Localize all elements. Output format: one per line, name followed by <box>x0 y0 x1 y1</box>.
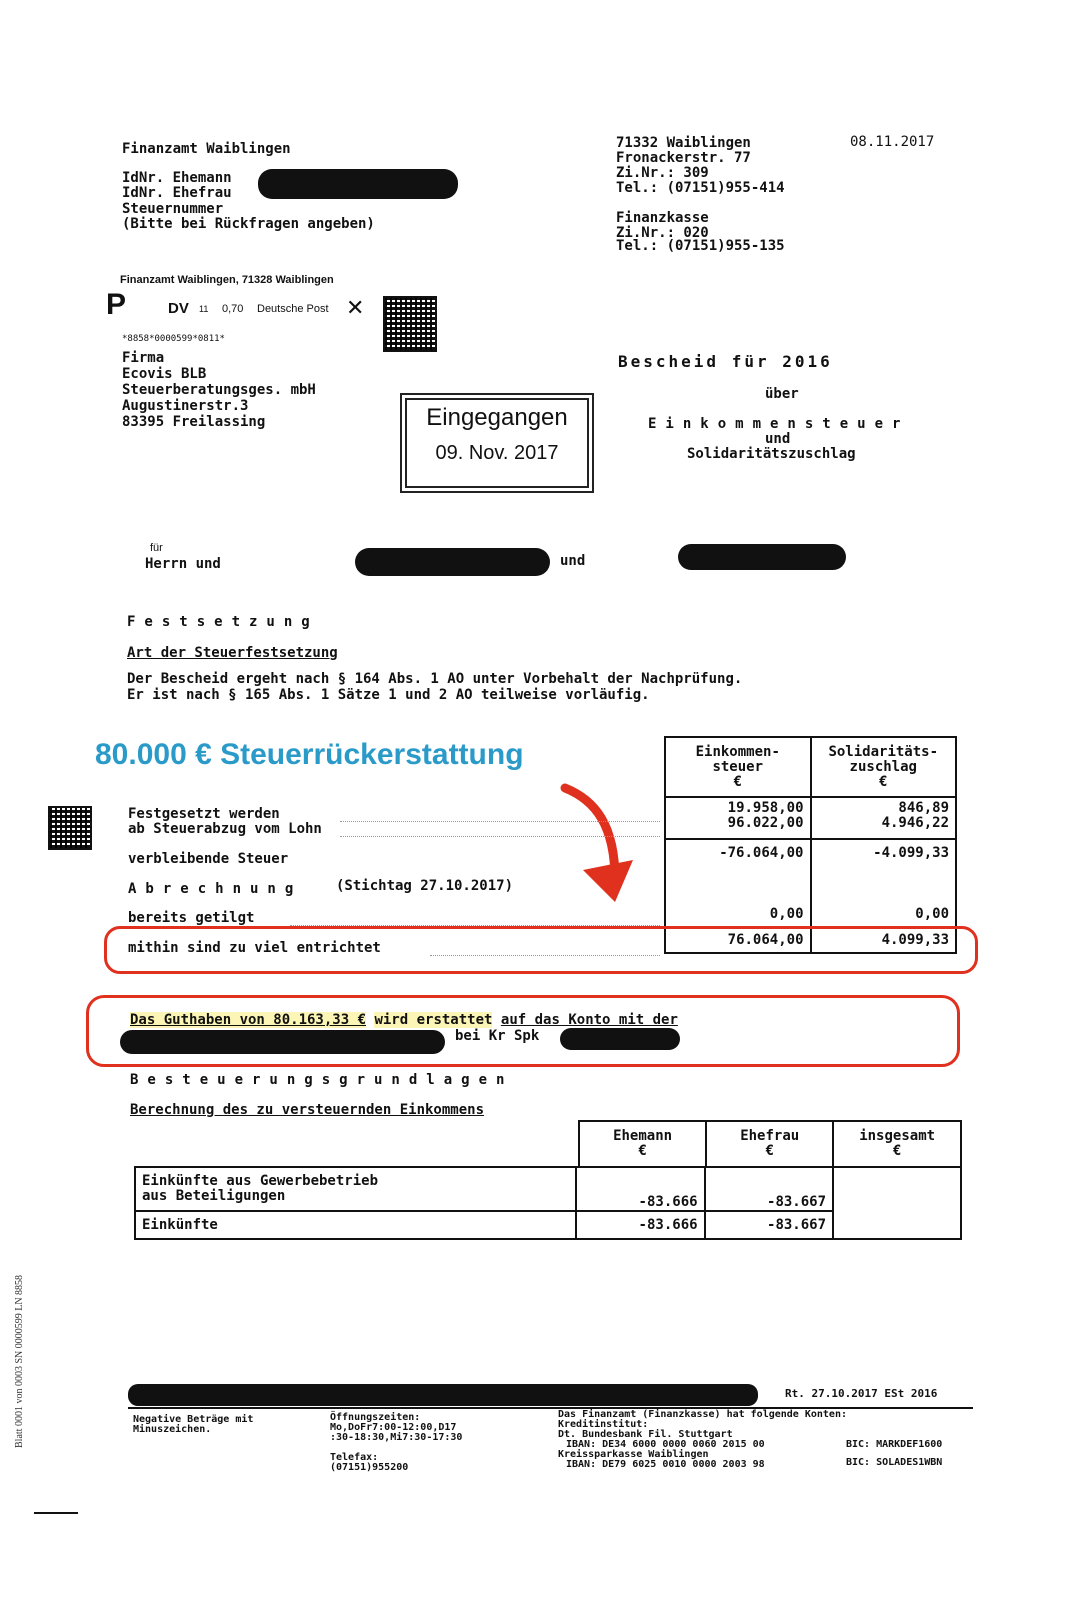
cell-wife: -83.667 <box>705 1167 833 1211</box>
value: -76.064,00 <box>719 845 804 861</box>
highlight-marker <box>104 926 978 974</box>
cashier-room: Zi.Nr.: 020 <box>616 225 709 241</box>
redaction <box>258 169 458 199</box>
stamp-label: Eingegangen <box>426 404 568 431</box>
barcode-id: *8858*0000599*0811* <box>122 334 225 344</box>
sheet-info-vertical: Blatt 0001 von 0003 SN 0000599 LN 8858 <box>14 1274 25 1448</box>
bank2-name: Kreissparkasse Waiblingen <box>558 1449 709 1460</box>
header-wife <box>706 1121 833 1167</box>
label-text: Einkünfte aus Gewerbebetrieb <box>142 1173 379 1189</box>
title-surcharge: Solidaritätszuschlag <box>687 446 856 462</box>
annotation-headline: 80.000 € Steuerrückerstattung <box>95 738 524 771</box>
fax-label: Telefax: <box>330 1452 379 1463</box>
header-text: € <box>892 1143 902 1159</box>
and-label: und <box>560 553 586 569</box>
dotted-leader <box>340 820 660 822</box>
header-text: Ehefrau <box>740 1128 800 1144</box>
cell-soli <box>811 797 957 839</box>
hours-1: Öffnungszeiten: <box>330 1412 421 1423</box>
title-about: über <box>765 386 799 402</box>
document-date: 08.11.2017 <box>850 134 935 150</box>
value: 0,00 <box>915 906 949 922</box>
cashier-phone: Tel.: (07151)955-135 <box>616 238 785 254</box>
value: 19.958,00 <box>727 800 804 816</box>
header-income-tax <box>665 737 811 797</box>
bank1-iban: IBAN: DE34 6000 0000 0060 2015 00 <box>566 1439 765 1450</box>
tax-table <box>664 736 957 954</box>
festsetzung-line-1: Der Bescheid ergeht nach § 164 Abs. 1 AO unter Vorbehalt der Nachprüfung. <box>127 671 743 687</box>
value: 846,89 <box>898 800 949 816</box>
header-text: Einkommen- <box>695 743 780 760</box>
postage-dv: DV <box>168 300 189 317</box>
redaction <box>128 1384 758 1406</box>
section-grundlagen-sub: Berechnung des zu versteuernden Einkommens <box>130 1102 485 1118</box>
red-arrow-icon <box>555 780 645 910</box>
bank1-label: Kreditinstitut: <box>558 1419 649 1430</box>
refund-konto: auf das Konto mit der <box>500 1012 678 1028</box>
cell-wife: -83.667 <box>705 1211 833 1239</box>
recipient-line-5: 83395 Freilassing <box>122 414 266 430</box>
value: 96.022,00 <box>727 815 804 831</box>
income-header-table <box>578 1120 962 1168</box>
footer-rt: Rt. 27.10.2017 ESt 2016 <box>785 1387 938 1400</box>
header-solidarity <box>811 737 957 797</box>
header-text: Solidaritäts- <box>828 743 939 760</box>
cell-soli <box>811 839 957 927</box>
header-text: € <box>879 773 888 790</box>
bank2-iban: IBAN: DE79 6025 0010 0000 2003 98 <box>566 1459 765 1470</box>
cell-income <box>665 839 811 927</box>
header-text: € <box>733 773 742 790</box>
section-art-heading: Art der Steuerfestsetzung <box>127 645 338 661</box>
recipient-line-2: Ecovis BLB <box>122 366 207 382</box>
postage-carrier: Deutsche Post <box>257 303 329 315</box>
value: -4.099,33 <box>873 845 949 861</box>
abrechnung-label: Abrechnung <box>128 881 303 897</box>
stichtag-label: (Stichtag 27.10.2017) <box>336 878 514 894</box>
postage-price: 0,70 <box>222 303 244 315</box>
row-label: verbleibende Steuer <box>128 851 289 867</box>
document-title: Bescheid für 2016 <box>618 352 833 371</box>
fold-mark <box>34 1512 78 1514</box>
office-name: Finanzamt Waiblingen <box>122 141 291 157</box>
cashier-label: Finanzkasse <box>616 210 709 226</box>
section-grundlagen: Besteuerungsgrundlagen <box>130 1072 514 1088</box>
bank1-bic: BIC: MARKDEF1600 <box>846 1439 943 1450</box>
hours-2: Mo,DoFr7:00-12:00,D17 <box>330 1422 457 1433</box>
cell-soli-total: 4.099,33 <box>811 927 957 953</box>
tax-number-hint: (Bitte bei Rückfragen angeben) <box>122 216 375 232</box>
redaction <box>678 544 846 570</box>
income-table <box>134 1166 962 1240</box>
row-label: Festgesetzt werden <box>128 806 280 822</box>
datamatrix-code <box>48 806 92 850</box>
header-text: insgesamt <box>859 1128 936 1144</box>
fax-number: (07151)955200 <box>330 1462 409 1473</box>
value: 4.946,22 <box>881 815 949 831</box>
recipient-line-1: Firma <box>122 350 165 366</box>
dotted-leader <box>340 835 660 837</box>
refund-line-1 <box>130 1012 678 1028</box>
redaction <box>355 548 550 576</box>
cell-husband: -83.666 <box>576 1211 704 1239</box>
for-label: für <box>150 542 163 554</box>
office-address-line2: Fronackerstr. 77 <box>616 150 751 166</box>
tax-number-label: Steuernummer <box>122 201 224 217</box>
bank2-bic: BIC: SOLADES1WBN <box>846 1457 943 1468</box>
postage-weight: 11 <box>199 304 209 314</box>
refund-line-2: bei Kr Spk <box>455 1028 540 1044</box>
idnr-wife-label: IdNr. Ehefrau <box>122 185 232 201</box>
header-text: zuschlag <box>849 758 917 775</box>
redaction <box>560 1028 680 1050</box>
header-text: € <box>638 1143 647 1159</box>
title-and: und <box>765 431 791 447</box>
recipient-line-4: Augustinerstr.3 <box>122 398 249 414</box>
festsetzung-line-2: Er ist nach § 165 Abs. 1 Sätze 1 und 2 AO teilweise vorläufig. <box>127 687 650 703</box>
row-label: ab Steuerabzug vom Lohn <box>128 821 322 837</box>
received-stamp <box>405 398 589 488</box>
cell-husband: -83.666 <box>576 1167 704 1211</box>
header-total <box>833 1121 961 1167</box>
negative-note-2: Minuszeichen. <box>133 1424 212 1435</box>
recipient-line-3: Steuerberatungsges. mbH <box>122 382 316 398</box>
stamp-date: 09. Nov. 2017 <box>435 442 559 464</box>
datamatrix-code <box>383 296 437 352</box>
refund-amount-text: Das Guthaben von 80.163,33 € <box>130 1012 367 1028</box>
bank1-name: Dt. Bundesbank Fil. Stuttgart <box>558 1429 733 1440</box>
header-text: Ehemann <box>613 1128 673 1144</box>
office-room: Zi.Nr.: 309 <box>616 165 709 181</box>
office-address-line1: 71332 Waiblingen <box>616 135 751 151</box>
redaction <box>120 1030 445 1054</box>
header-text: € <box>765 1143 774 1159</box>
office-phone: Tel.: (07151)955-414 <box>616 180 785 196</box>
postage-p: P <box>106 288 127 321</box>
row-label: bereits getilgt <box>128 910 255 926</box>
cell-income <box>665 797 811 839</box>
income-label <box>135 1167 576 1211</box>
header-husband <box>579 1121 706 1167</box>
posthorn-icon: ✕ <box>346 296 365 321</box>
row-label: mithin sind zu viel entrichtet <box>128 940 381 956</box>
accounts-title: Das Finanzamt (Finanzkasse) hat folgende Konten: <box>558 1409 847 1420</box>
hours-3: :30-18:30,Mi7:30-17:30 <box>330 1432 463 1443</box>
cell-total <box>833 1167 961 1239</box>
cell-income-total: 76.064,00 <box>665 927 811 953</box>
idnr-husband-label: IdNr. Ehemann <box>122 170 232 186</box>
sender-line: Finanzamt Waiblingen, 71328 Waiblingen <box>120 274 334 286</box>
section-festsetzung: Festsetzung <box>127 614 319 630</box>
header-text: steuer <box>712 758 764 775</box>
refund-erstattet: wird erstattet <box>374 1012 493 1028</box>
title-tax: Einkommensteuer <box>648 416 910 432</box>
negative-note-1: Negative Beträge mit <box>133 1414 254 1425</box>
recipient-mr-and: Herrn und <box>145 556 221 572</box>
value: 0,00 <box>769 906 804 922</box>
label-text: aus Beteiligungen <box>142 1188 286 1204</box>
income-label: Einkünfte <box>135 1211 576 1239</box>
